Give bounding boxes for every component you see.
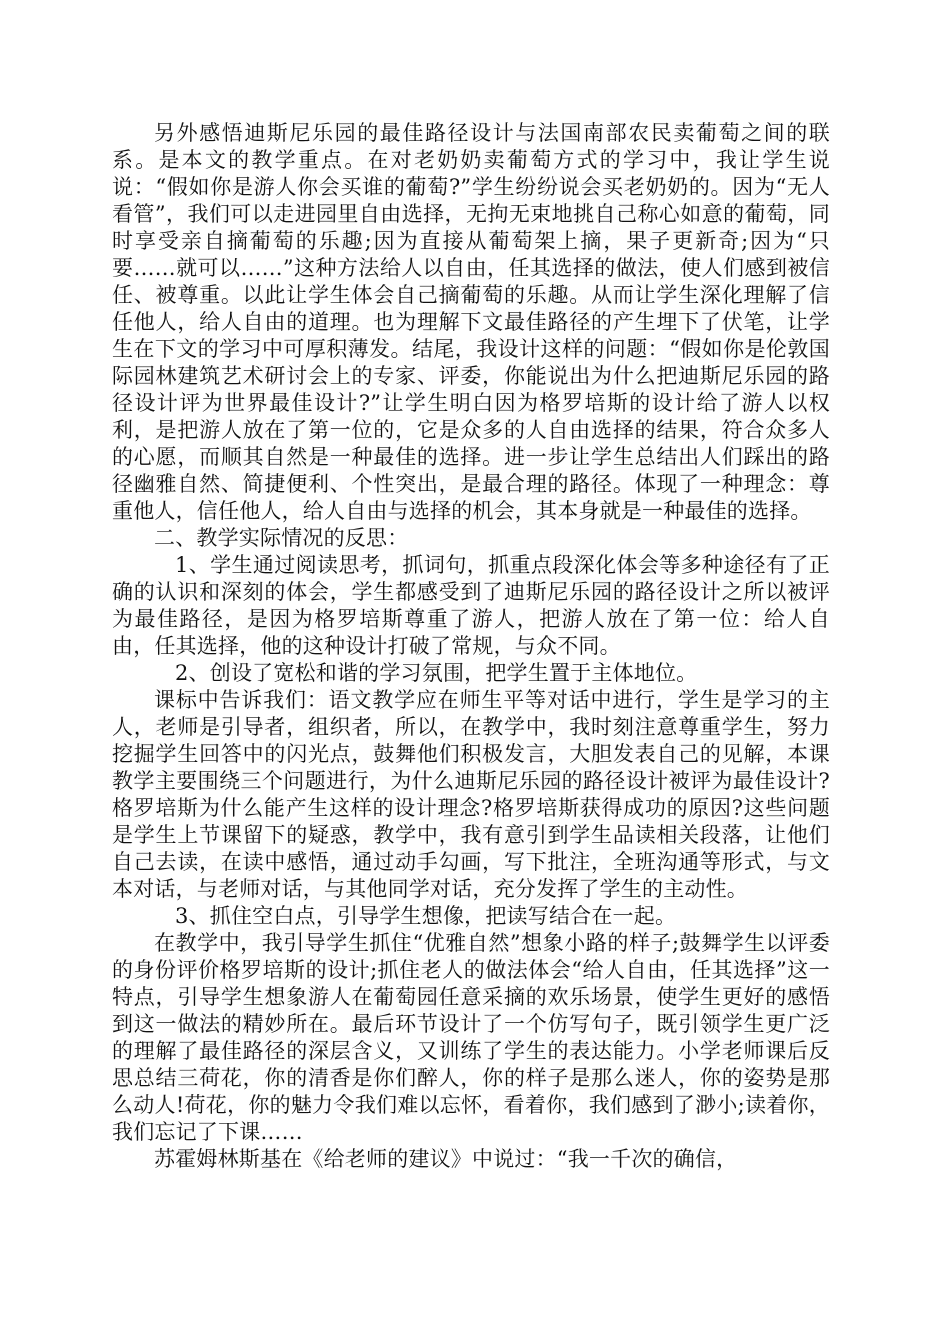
paragraph-point-3: 3、抓住空白点，引导学生想像，把读写结合在一起。 [175, 904, 677, 928]
document-body [112, 120, 830, 1173]
paragraph-intro: 另外感悟迪斯尼乐园的最佳路径设计与法国南部农民卖葡萄之间的联系。是本文的教学重点。在对老奶奶卖葡萄方式的学习中，我让学生说说：“假如你是游人你会买谁的葡萄?”学生纷纷说会买老奶奶的。因为“无人看管”，我们可以走进园里自由选择，无拘无束地挑自己称心如意的葡萄，同时享受亲自摘葡萄的乐趣;因为直接从葡萄架上摘，果子更新奇;因为“只要……就可以……”这种方法给人以自由，任其选择的做法，使人们感到被信任、被尊重。以此让学生体会自己摘葡萄的乐趣。从而让学生深化理解了信任他人，给人自由的道理。也为理解下文最佳路径的产生埋下了伏笔，让学生在下文的学习中可厚积薄发。结尾，我设计这样的问题：“假如你是伦敦国际园林建筑艺术研讨会上的专家、评委，你能说出为什么把迪斯尼乐园的路径设计评为世界最佳设计?”让学生明白因为格罗培斯的设计给了游人以权利，是把游人放在了第一位的，它是众多的人自由选择的结果，符合众多人的心愿，而顺其自然是一种最佳的选择。进一步让学生总结出人们踩出的路径幽雅自然、简捷便利、个性突出，是最合理的路径。体现了一种理念：尊重他人，信任他人，给人自由与选择的机会，其本身就是一种最佳的选择。 [112, 121, 830, 523]
paragraph-point-2: 2、创设了宽松和谐的学习氛围，把学生置于主体地位。 [175, 661, 698, 685]
section-heading-reflection: 二、教学实际情况的反思： [154, 526, 409, 550]
paragraph-point-1: 1、学生通过阅读思考，抓词句，抓重点段深化体会等多种途径有了正确的认识和深刻的体会，学生都感受到了迪斯尼乐园的路径设计之所以被评为最佳路径，是因为格罗培斯尊重了游人，把游人放在了第一位：给人自由，任其选择，他的这种设计打破了常规，与众不同。 [112, 553, 830, 658]
paragraph-quote: 苏霍姆林斯基在《给老师的建议》中说过：“我一千次的确信， [154, 1147, 738, 1171]
paragraph-curriculum: 课标中告诉我们：语文教学应在师生平等对话中进行，学生是学习的主人，老师是引导者，组织者，所以，在教学中，我时刻注意尊重学生，努力挖掘学生回答中的闪光点，鼓舞他们积极发言，大胆发表自己的见解，本课教学主要围绕三个问题进行，为什么迪斯尼乐园的路径设计被评为最佳设计?格罗培斯为什么能产生这样的设计理念?格罗培斯获得成功的原因?这些问题是学生上节课留下的疑惑，教学中，我有意引到学生品读相关段落，让他们自己去读，在读中感悟，通过动手勾画，写下批注，全班沟通等形式，与文本对话，与老师对话，与其他同学对话，充分发挥了学生的主动性。 [112, 688, 830, 901]
paragraph-teaching: 在教学中，我引导学生抓住“优雅自然”想象小路的样子;鼓舞学生以评委的身份评价格罗培斯的设计;抓住老人的做法体会“给人自由，任其选择”这一特点，引导学生想象游人在葡萄园任意采摘的欢乐场景，使学生更好的感悟到这一做法的精妙所在。最后环节设计了一个仿写句子，既引领学生更广泛的理解了最佳路径的深层含义，又训练了学生的表达能力。小学老师课后反思总结三荷花，你的清香是你们醉人，你的样子是那么迷人，你的姿势是那么动人!荷花，你的魅力令我们难以忘怀，看着你，我们感到了渺小;读着你，我们忘记了下课…… [112, 931, 830, 1144]
